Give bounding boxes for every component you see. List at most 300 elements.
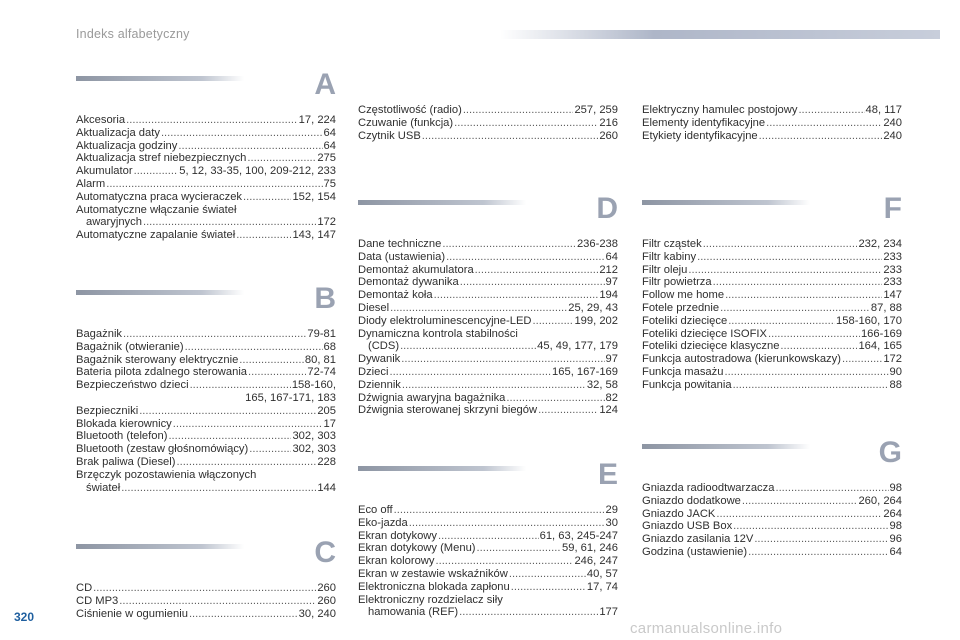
section-divider-bar — [642, 444, 810, 449]
entry-pages: 233 — [883, 263, 902, 276]
index-entry — [642, 117, 902, 130]
entry-label: Follow me home — [642, 289, 725, 302]
entry-pages: 172 — [883, 353, 902, 366]
entry-pages: 30, 240 — [298, 607, 336, 620]
entry-label: Brak paliwa (Diesel) — [76, 455, 176, 468]
leader-dots — [688, 264, 882, 277]
index-entry — [358, 238, 618, 251]
leader-dots — [402, 379, 586, 392]
leader-dots — [409, 517, 605, 530]
entry-pages: 90 — [889, 365, 902, 378]
leader-dots — [438, 530, 539, 543]
entry-pages: 17 — [323, 417, 336, 430]
section-a — [76, 70, 336, 242]
entry-label: Elektroniczny rozdzielacz siły — [358, 593, 503, 606]
entry-pages: 48, 117 — [865, 104, 902, 116]
entry-pages: 166-169 — [860, 327, 902, 340]
index-entry — [358, 581, 618, 594]
entry-label: Filtr powietrza — [642, 276, 712, 289]
leader-dots — [724, 366, 888, 379]
leader-dots — [460, 276, 605, 289]
leader-dots — [459, 606, 598, 619]
entry-pages: 260 — [599, 129, 618, 142]
index-list — [358, 238, 618, 417]
leader-dots — [697, 251, 882, 264]
index-entry — [358, 276, 618, 289]
leader-dots — [538, 404, 598, 417]
index-entry — [76, 469, 336, 482]
index-list — [358, 504, 618, 619]
leader-dots — [190, 379, 291, 392]
index-entry — [358, 517, 618, 530]
entry-label: Bluetooth (zestaw głośnomówiący) — [76, 443, 249, 456]
index-entry — [358, 555, 618, 568]
index-entry — [76, 430, 336, 443]
leader-dots — [143, 216, 316, 229]
leader-dots — [189, 608, 298, 621]
leader-dots — [454, 117, 598, 130]
entry-pages: 164, 165 — [858, 340, 902, 353]
leader-dots — [178, 140, 322, 153]
section-letter: B — [314, 282, 336, 315]
index-entry — [358, 568, 618, 581]
index-entry — [358, 379, 618, 392]
section-letter: C — [314, 536, 336, 569]
entry-label: Bezpieczniki — [76, 404, 139, 417]
index-entry — [642, 546, 902, 559]
entry-label: Demontaż koła — [358, 289, 433, 302]
entry-pages: 82 — [605, 391, 618, 404]
index-entry — [76, 140, 336, 153]
entry-pages: 205 — [317, 404, 336, 417]
index-entry — [358, 328, 618, 341]
leader-dots — [247, 152, 316, 165]
entry-label: Akumulator — [76, 165, 133, 178]
section-letter: A — [314, 68, 336, 101]
entry-pages: 216 — [599, 116, 618, 129]
entry-pages: 88 — [889, 378, 902, 391]
entry-label: Dzieci — [358, 365, 389, 378]
section-c — [76, 538, 336, 620]
index-entry — [358, 251, 618, 264]
entry-label: Foteliki dziecięce ISOFIX — [642, 327, 767, 340]
section-letter: E — [597, 458, 618, 491]
entry-pages: 302, 303 — [292, 443, 336, 456]
entry-label: Automatyczna praca wycieraczek — [76, 190, 243, 203]
entry-pages: 260 — [317, 582, 336, 594]
leader-dots — [248, 366, 306, 379]
index-entry — [358, 315, 618, 328]
leader-dots — [442, 238, 576, 251]
leader-dots — [236, 229, 291, 242]
index-list — [76, 114, 336, 242]
entry-label: Godzina (ustawienie) — [642, 545, 748, 558]
index-entry — [76, 443, 336, 456]
leader-dots — [394, 504, 605, 517]
leader-dots — [713, 276, 883, 289]
section-a-header — [76, 70, 336, 114]
entry-label: Funkcja powitania — [642, 378, 732, 391]
entry-label: Gniazdo JACK — [642, 507, 716, 520]
leader-dots — [759, 130, 883, 143]
entry-label: Aktualizacja stref niebezpiecznych — [76, 152, 247, 165]
index-entry — [358, 340, 618, 353]
entry-pages: 147 — [883, 289, 902, 302]
entry-pages: 236-238 — [576, 238, 618, 250]
leader-dots — [139, 405, 316, 418]
entry-pages: 59, 61, 246 — [562, 542, 618, 555]
entry-label: Data (ustawienia) — [358, 250, 446, 263]
leader-dots — [422, 130, 599, 143]
index-entry — [642, 238, 902, 251]
entry-pages: 97 — [605, 276, 618, 289]
entry-label: Ekran kolorowy — [358, 555, 435, 568]
leader-dots — [121, 482, 316, 495]
entry-pages: 172 — [317, 216, 336, 229]
index-entry — [76, 204, 336, 217]
index-entry — [76, 328, 336, 341]
section-b — [76, 284, 336, 494]
index-entry — [76, 354, 336, 367]
entry-label: Filtr oleju — [642, 263, 688, 276]
leader-dots — [748, 546, 888, 559]
entry-label: Elektryczny hamulec postojowy — [642, 104, 798, 116]
entry-label: Alarm — [76, 177, 106, 190]
section-d-header — [358, 194, 618, 238]
entry-label: Gniazda radioodtwarzacza — [642, 482, 775, 494]
leader-dots — [161, 127, 323, 140]
index-entry — [642, 508, 902, 521]
leader-dots — [720, 302, 870, 315]
entry-pages: 233 — [883, 276, 902, 289]
entry-label: Foteliki dziecięce klasyczne — [642, 340, 780, 353]
index-entry — [358, 404, 618, 417]
entry-label: Bateria pilota zdalnego sterowania — [76, 366, 248, 379]
leader-dots — [168, 430, 291, 443]
index-list — [358, 104, 618, 142]
section-divider-bar — [76, 290, 244, 295]
entry-pages: 143, 147 — [292, 229, 336, 242]
entry-label: Automatyczne zapalanie świateł — [76, 229, 236, 242]
index-entry — [642, 533, 902, 546]
index-entry — [76, 582, 336, 595]
leader-dots — [176, 456, 316, 469]
index-entry — [642, 264, 902, 277]
entry-pages: 72-74 — [307, 366, 336, 379]
entry-pages: 124 — [599, 404, 618, 417]
section-e-header — [358, 460, 618, 504]
leader-dots — [733, 379, 889, 392]
leader-dots — [249, 443, 291, 456]
leader-dots — [725, 289, 882, 302]
entry-label: Dziennik — [358, 378, 401, 391]
entry-pages: 228 — [317, 455, 336, 468]
index-entry — [358, 117, 618, 130]
index-entry — [76, 114, 336, 127]
header-decoration-bar — [500, 30, 940, 39]
index-entry — [358, 542, 618, 555]
leader-dots — [434, 289, 599, 302]
page-number: 320 — [14, 610, 35, 624]
entry-pages: 302, 303 — [292, 430, 336, 443]
index-entry — [642, 340, 902, 353]
entry-pages: 152, 154 — [292, 190, 336, 203]
entry-pages: 80, 81 — [304, 353, 336, 366]
entry-label: Dywanik — [358, 353, 401, 366]
index-entry — [358, 504, 618, 517]
entry-label: Bluetooth (telefon) — [76, 430, 168, 443]
leader-dots — [93, 582, 316, 595]
index-entry — [642, 379, 902, 392]
entry-pages: 98 — [889, 482, 902, 494]
entry-label: Ekran w zestawie wskaźników — [358, 567, 508, 580]
index-entry — [358, 353, 618, 366]
section-f-header — [642, 194, 902, 238]
leader-dots — [716, 508, 882, 521]
index-entry — [642, 328, 902, 341]
entry-label: Aktualizacja daty — [76, 126, 160, 139]
entry-label: Ciśnienie w ogumieniu — [76, 607, 188, 620]
entry-pages: 158-160, 170 — [836, 314, 902, 327]
entry-label: Elektroniczna blokada zapłonu — [358, 580, 510, 593]
leader-dots — [842, 353, 882, 366]
index-entry — [76, 341, 336, 354]
leader-dots — [126, 114, 298, 127]
index-entry — [76, 178, 336, 191]
leader-dots — [703, 238, 858, 251]
entry-pages: 45, 49, 177, 179 — [537, 340, 618, 353]
entry-label: Eko-jazda — [358, 516, 408, 529]
entry-label: Brzęczyk pozostawienia włączonych — [76, 468, 257, 481]
leader-dots — [728, 315, 835, 328]
leader-dots — [511, 581, 586, 594]
leader-dots — [243, 191, 291, 204]
entry-pages: 246, 247 — [574, 555, 618, 568]
index-entry — [642, 276, 902, 289]
entry-label: Dane techniczne — [358, 238, 442, 250]
index-list — [642, 104, 902, 142]
entry-pages: 177 — [599, 606, 618, 619]
entry-pages: 257, 259 — [574, 104, 618, 116]
entry-pages: 68 — [323, 340, 336, 353]
section-g — [642, 438, 902, 559]
index-entry — [642, 289, 902, 302]
index-entry — [76, 191, 336, 204]
section-divider-bar — [358, 466, 526, 471]
entry-label: Gniazdo zasilania 12V — [642, 533, 754, 546]
section-letter: D — [596, 192, 618, 225]
entry-pages: 240 — [883, 129, 902, 142]
index-entry — [642, 302, 902, 315]
index-entry — [642, 130, 902, 143]
entry-pages: 240 — [883, 116, 902, 129]
entry-label: Bezpieczeństwo dzieci — [76, 379, 189, 392]
index-entry — [358, 289, 618, 302]
section-g-header — [642, 438, 902, 482]
entry-label: Eco off — [358, 504, 393, 516]
leader-dots — [134, 165, 179, 178]
section-divider-bar — [76, 544, 244, 549]
entry-label: Diesel — [358, 301, 390, 314]
entry-label: CD — [76, 582, 93, 594]
index-entry — [76, 418, 336, 431]
index-entry — [642, 366, 902, 379]
leader-dots — [173, 418, 323, 431]
section-divider-bar — [358, 200, 526, 205]
leader-dots — [775, 482, 888, 495]
index-entry — [358, 392, 618, 405]
entry-pages: 232, 234 — [858, 238, 902, 250]
section-divider-bar — [642, 200, 810, 205]
entry-label: Filtr kabiny — [642, 250, 697, 263]
entry-pages: 144 — [317, 481, 336, 494]
leader-dots — [463, 104, 574, 117]
watermark: carmanualsonline.info — [630, 620, 783, 637]
index-entry — [76, 482, 336, 495]
leader-dots — [446, 251, 604, 264]
entry-label: Demontaż akumulatora — [358, 263, 474, 276]
index-entry — [76, 127, 336, 140]
section-d — [358, 194, 618, 417]
leader-dots — [798, 104, 864, 117]
entry-label: Demontaż dywanika — [358, 276, 459, 289]
index-entry — [76, 152, 336, 165]
index-entry — [358, 264, 618, 277]
entry-label: Czuwanie (funkcja) — [358, 116, 454, 129]
leader-dots — [401, 353, 604, 366]
index-entry — [642, 251, 902, 264]
entry-label: Akcesoria — [76, 114, 126, 126]
entry-label: Filtr cząstek — [642, 238, 702, 250]
entry-pages: 194 — [599, 289, 618, 302]
leader-dots — [390, 302, 567, 315]
entry-label: Ekran dotykowy — [358, 529, 437, 542]
section-c-continued — [358, 104, 618, 142]
entry-label: Elementy identyfikacyjne — [642, 116, 766, 129]
index-entry — [76, 392, 336, 405]
entry-pages: 212 — [599, 263, 618, 276]
index-entry — [358, 302, 618, 315]
index-entry — [642, 520, 902, 533]
leader-dots — [768, 328, 860, 341]
entry-label: Bagażnik — [76, 328, 123, 340]
section-divider-bar — [76, 76, 244, 81]
section-letter: F — [883, 192, 902, 225]
entry-pages: 61, 63, 245-247 — [539, 529, 618, 542]
entry-label: Gniazdo dodatkowe — [642, 494, 741, 507]
section-b-header — [76, 284, 336, 328]
leader-dots — [506, 392, 604, 405]
entry-label: hamowania (REF) — [368, 606, 459, 619]
section-e — [358, 460, 618, 619]
leader-dots — [106, 178, 322, 191]
leader-dots — [400, 340, 536, 353]
entry-label: Dźwignia awaryjna bagażnika — [358, 391, 506, 404]
index-entry — [358, 606, 618, 619]
leader-dots — [780, 340, 857, 353]
leader-dots — [742, 495, 858, 508]
leader-dots — [389, 366, 551, 379]
entry-label: Funkcja masażu — [642, 365, 724, 378]
index-entry — [642, 495, 902, 508]
leader-dots — [733, 520, 888, 533]
index-entry — [358, 366, 618, 379]
leader-dots — [754, 533, 888, 546]
entry-label: świateł — [86, 481, 121, 494]
leader-dots — [475, 264, 599, 277]
leader-dots — [239, 354, 304, 367]
index-entry — [642, 104, 902, 117]
index-entry — [358, 594, 618, 607]
index-entry — [76, 595, 336, 608]
leader-dots — [509, 568, 586, 581]
entry-label: (CDS) — [368, 340, 400, 353]
leader-dots — [123, 328, 306, 341]
entry-label: Fotele przednie — [642, 301, 720, 314]
index-entry — [76, 216, 336, 229]
entry-pages: 32, 58 — [586, 378, 618, 391]
entry-pages: 97 — [605, 353, 618, 366]
entry-pages: 87, 88 — [870, 301, 902, 314]
entry-pages: 17, 74 — [586, 580, 618, 593]
index-entry — [358, 530, 618, 543]
entry-label: Dynamiczna kontrola stabilności — [358, 327, 518, 340]
index-entry — [76, 456, 336, 469]
entry-pages: 5, 12, 33-35, 100, 209-212, 233 — [179, 165, 336, 178]
index-entry — [76, 366, 336, 379]
index-list — [642, 482, 902, 559]
entry-label: CD MP3 — [76, 594, 119, 607]
entry-pages: 199, 202 — [574, 314, 618, 327]
leader-dots — [532, 315, 573, 328]
entry-label: Etykiety identyfikacyjne — [642, 129, 758, 142]
index-entry — [358, 130, 618, 143]
entry-label: Gniazdo USB Box — [642, 520, 733, 533]
entry-pages: 29 — [605, 504, 618, 516]
entry-pages: 40, 57 — [586, 567, 618, 580]
entry-pages: 64 — [323, 139, 336, 152]
entry-label: Częstotliwość (radio) — [358, 104, 462, 116]
entry-pages: 158-160, — [291, 379, 336, 392]
entry-label: Ekran dotykowy (Menu) — [358, 542, 476, 555]
entry-pages: 165, 167-171, 183 — [245, 391, 336, 404]
leader-dots — [185, 341, 323, 354]
entry-label: Funkcja autostradowa (kierunkowskazy) — [642, 353, 841, 366]
section-f — [642, 194, 902, 392]
section-letter: G — [878, 436, 902, 469]
index-entry — [642, 482, 902, 495]
index-entry — [358, 104, 618, 117]
entry-label: Automatyczne włączanie świateł — [76, 203, 237, 216]
entry-pages: 264 — [883, 507, 902, 520]
leader-dots — [766, 117, 882, 130]
leader-dots — [477, 542, 561, 555]
entry-pages: 260 — [317, 594, 336, 607]
index-list — [642, 238, 902, 392]
entry-label: Dźwignia sterowanej skrzyni biegów — [358, 404, 538, 417]
entry-pages: 275 — [317, 152, 336, 165]
page-header-title: Indeks alfabetyczny — [76, 27, 190, 41]
entry-label: Bagażnik (otwieranie) — [76, 340, 184, 353]
index-entry — [642, 315, 902, 328]
entry-pages: 64 — [323, 126, 336, 139]
entry-pages: 30 — [605, 516, 618, 529]
index-entry — [76, 405, 336, 418]
section-c-header — [76, 538, 336, 582]
entry-pages: 165, 167-169 — [552, 365, 618, 378]
entry-pages: 96 — [889, 533, 902, 546]
entry-pages: 25, 29, 43 — [568, 301, 618, 314]
